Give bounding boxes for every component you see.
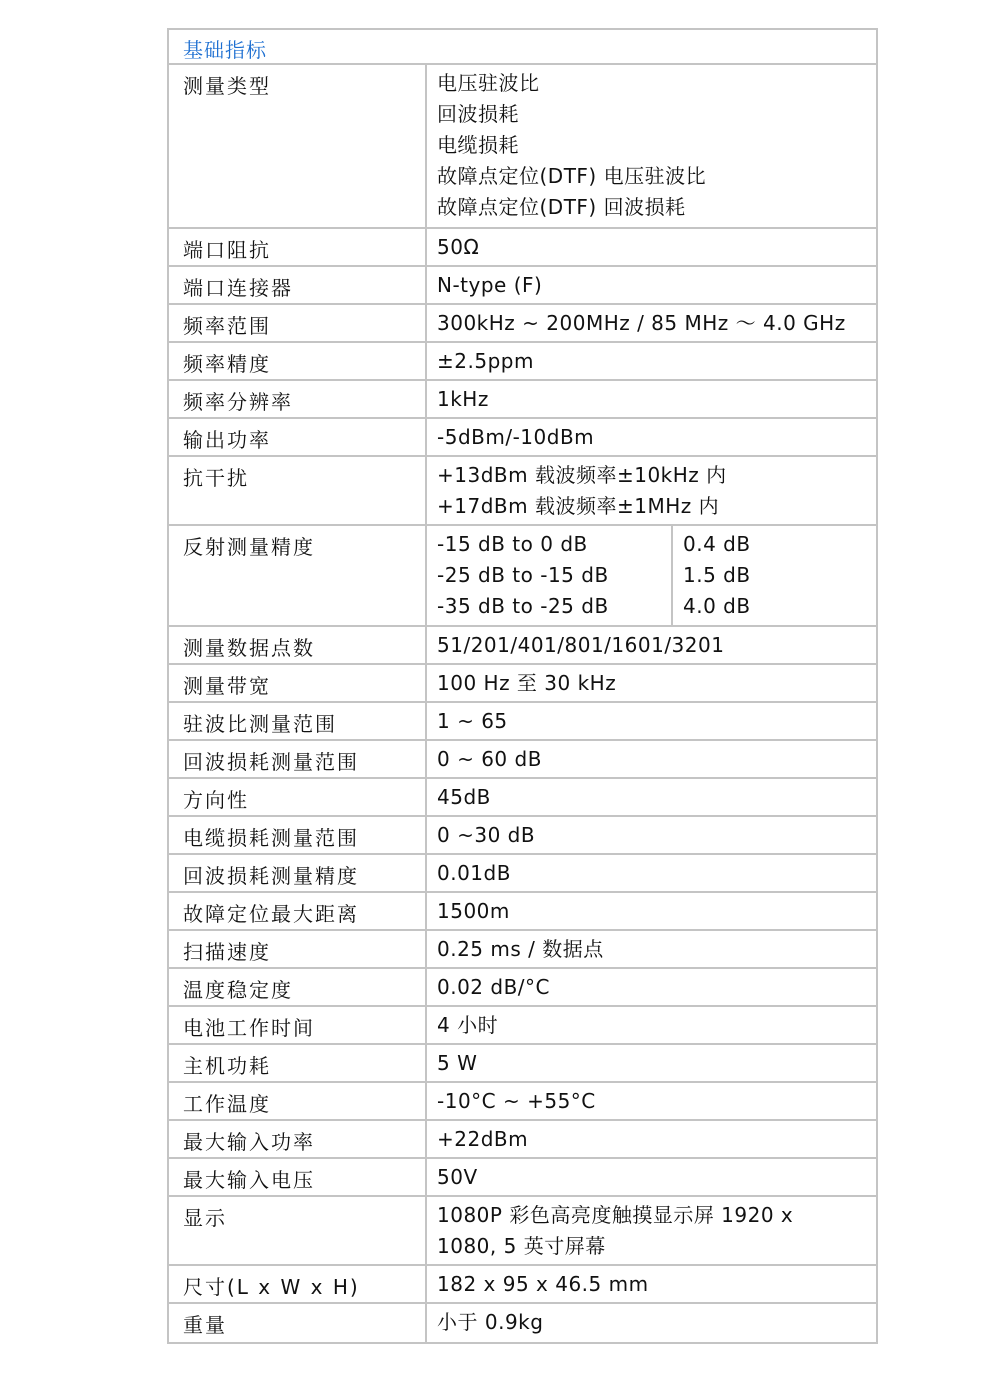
spec-value bbox=[427, 1197, 876, 1264]
spec-value bbox=[427, 65, 876, 227]
spec-value-line: 小于 0.9kg bbox=[437, 1310, 544, 1334]
spec-value-line: 电压驻波比 bbox=[437, 71, 540, 95]
spec-value bbox=[427, 627, 876, 663]
spec-value-line: 1500m bbox=[437, 899, 510, 923]
spec-value bbox=[427, 419, 876, 455]
spec-label: 测量数据点数 bbox=[169, 627, 427, 663]
spec-row bbox=[169, 526, 876, 627]
spec-value bbox=[427, 1007, 876, 1043]
spec-value-line: -5dBm/-10dBm bbox=[437, 425, 595, 449]
spec-row bbox=[169, 1083, 876, 1121]
spec-value bbox=[427, 665, 876, 701]
spec-row bbox=[169, 1121, 876, 1159]
spec-value bbox=[427, 343, 876, 379]
spec-value-line: 回波损耗 bbox=[437, 102, 519, 126]
spec-value-line: ±2.5ppm bbox=[437, 349, 534, 373]
spec-label: 频率范围 bbox=[169, 305, 427, 341]
spec-value bbox=[427, 1045, 876, 1081]
spec-row bbox=[169, 741, 876, 779]
spec-value-line: 182 x 95 x 46.5 mm bbox=[437, 1272, 649, 1296]
spec-value-line: 1080, 5 英寸屏幕 bbox=[437, 1234, 606, 1258]
spec-value bbox=[427, 1304, 876, 1342]
spec-value bbox=[427, 855, 876, 891]
spec-value bbox=[427, 1083, 876, 1119]
spec-label: 尺寸(L x W x H) bbox=[169, 1266, 427, 1302]
spec-row bbox=[169, 893, 876, 931]
spec-value bbox=[427, 381, 876, 417]
spec-row bbox=[169, 419, 876, 457]
spec-label: 驻波比测量范围 bbox=[169, 703, 427, 739]
spec-label: 扫描速度 bbox=[169, 931, 427, 967]
spec-value-line: 0.01dB bbox=[437, 861, 511, 885]
spec-label: 端口连接器 bbox=[169, 267, 427, 303]
spec-row bbox=[169, 665, 876, 703]
spec-row bbox=[169, 817, 876, 855]
spec-value-line: 电缆损耗 bbox=[437, 133, 519, 157]
spec-value-line: 1kHz bbox=[437, 387, 489, 411]
spec-label: 温度稳定度 bbox=[169, 969, 427, 1005]
spec-label: 测量类型 bbox=[169, 65, 427, 227]
spec-label: 输出功率 bbox=[169, 419, 427, 455]
spec-label: 工作温度 bbox=[169, 1083, 427, 1119]
spec-value-line: +17dBm 载波频率±1MHz 内 bbox=[437, 494, 720, 518]
spec-row bbox=[169, 969, 876, 1007]
accuracy-value: 4.0 dB bbox=[683, 594, 751, 618]
spec-value-line: 51/201/401/801/1601/3201 bbox=[437, 633, 725, 657]
spec-value bbox=[427, 1266, 876, 1302]
spec-value-line: 45dB bbox=[437, 785, 491, 809]
spec-label: 电池工作时间 bbox=[169, 1007, 427, 1043]
spec-label: 抗干扰 bbox=[169, 457, 427, 524]
spec-label: 方向性 bbox=[169, 779, 427, 815]
accuracy-range-column bbox=[427, 526, 673, 625]
spec-value bbox=[427, 741, 876, 777]
spec-row bbox=[169, 457, 876, 526]
spec-label: 测量带宽 bbox=[169, 665, 427, 701]
spec-value-line: 50V bbox=[437, 1165, 478, 1189]
spec-row bbox=[169, 381, 876, 419]
spec-value-line: -10°C ~ +55°C bbox=[437, 1089, 596, 1113]
spec-value-line: +13dBm 载波频率±10kHz 内 bbox=[437, 463, 727, 487]
spec-value bbox=[427, 267, 876, 303]
accuracy-range: -15 dB to 0 dB bbox=[437, 532, 588, 556]
spec-label: 频率分辨率 bbox=[169, 381, 427, 417]
accuracy-value: 1.5 dB bbox=[683, 563, 751, 587]
spec-value bbox=[427, 893, 876, 929]
spec-value-line: 0 ~ 60 dB bbox=[437, 747, 542, 771]
spec-label: 回波损耗测量范围 bbox=[169, 741, 427, 777]
spec-label: 显示 bbox=[169, 1197, 427, 1264]
spec-row bbox=[169, 65, 876, 229]
spec-value bbox=[427, 779, 876, 815]
spec-value bbox=[427, 817, 876, 853]
spec-label: 重量 bbox=[169, 1304, 427, 1342]
spec-value-line: 0.25 ms / 数据点 bbox=[437, 937, 604, 961]
spec-value-line: 0.02 dB/°C bbox=[437, 975, 551, 999]
accuracy-value-column bbox=[673, 526, 876, 625]
spec-value bbox=[427, 969, 876, 1005]
spec-label: 端口阻抗 bbox=[169, 229, 427, 265]
spec-table bbox=[167, 28, 878, 1344]
spec-row bbox=[169, 267, 876, 305]
spec-row bbox=[169, 305, 876, 343]
accuracy-range: -25 dB to -15 dB bbox=[437, 563, 609, 587]
spec-value-line: 50Ω bbox=[437, 235, 480, 259]
accuracy-range: -35 dB to -25 dB bbox=[437, 594, 609, 618]
spec-value bbox=[427, 931, 876, 967]
spec-value-line: 0 ~30 dB bbox=[437, 823, 536, 847]
spec-value-line: 300kHz ~ 200MHz / 85 MHz ～ 4.0 GHz bbox=[437, 311, 846, 335]
spec-value bbox=[427, 703, 876, 739]
spec-row bbox=[169, 627, 876, 665]
spec-row bbox=[169, 1304, 876, 1342]
spec-row bbox=[169, 1045, 876, 1083]
spec-value bbox=[427, 305, 876, 341]
spec-value bbox=[427, 457, 876, 524]
spec-row bbox=[169, 931, 876, 969]
spec-value-line: 故障点定位(DTF) 回波损耗 bbox=[437, 195, 686, 219]
spec-label: 主机功耗 bbox=[169, 1045, 427, 1081]
spec-label: 最大输入功率 bbox=[169, 1121, 427, 1157]
spec-row bbox=[169, 1007, 876, 1045]
spec-label: 反射测量精度 bbox=[169, 526, 427, 625]
spec-row bbox=[169, 1159, 876, 1197]
spec-label: 故障定位最大距离 bbox=[169, 893, 427, 929]
spec-label: 频率精度 bbox=[169, 343, 427, 379]
spec-value-split bbox=[427, 526, 876, 625]
spec-value-line: 5 W bbox=[437, 1051, 478, 1075]
spec-rows bbox=[169, 65, 876, 1342]
spec-label: 最大输入电压 bbox=[169, 1159, 427, 1195]
spec-row bbox=[169, 855, 876, 893]
spec-value bbox=[427, 1159, 876, 1195]
spec-row bbox=[169, 703, 876, 741]
section-title: 基础指标 bbox=[169, 30, 876, 65]
spec-value-line: 1080P 彩色高亮度触摸显示屏 1920 x bbox=[437, 1203, 794, 1227]
spec-value bbox=[427, 1121, 876, 1157]
spec-row bbox=[169, 1197, 876, 1266]
spec-row bbox=[169, 779, 876, 817]
accuracy-value: 0.4 dB bbox=[683, 532, 751, 556]
spec-value-line: 1 ~ 65 bbox=[437, 709, 508, 733]
spec-row bbox=[169, 1266, 876, 1304]
spec-label: 回波损耗测量精度 bbox=[169, 855, 427, 891]
spec-row bbox=[169, 229, 876, 267]
spec-value-line: 100 Hz 至 30 kHz bbox=[437, 671, 617, 695]
spec-row bbox=[169, 343, 876, 381]
spec-value-line: 故障点定位(DTF) 电压驻波比 bbox=[437, 164, 707, 188]
spec-value-line: +22dBm bbox=[437, 1127, 529, 1151]
spec-label: 电缆损耗测量范围 bbox=[169, 817, 427, 853]
spec-value-line: 4 小时 bbox=[437, 1013, 499, 1037]
spec-value bbox=[427, 229, 876, 265]
spec-value-line: N-type (F) bbox=[437, 273, 543, 297]
